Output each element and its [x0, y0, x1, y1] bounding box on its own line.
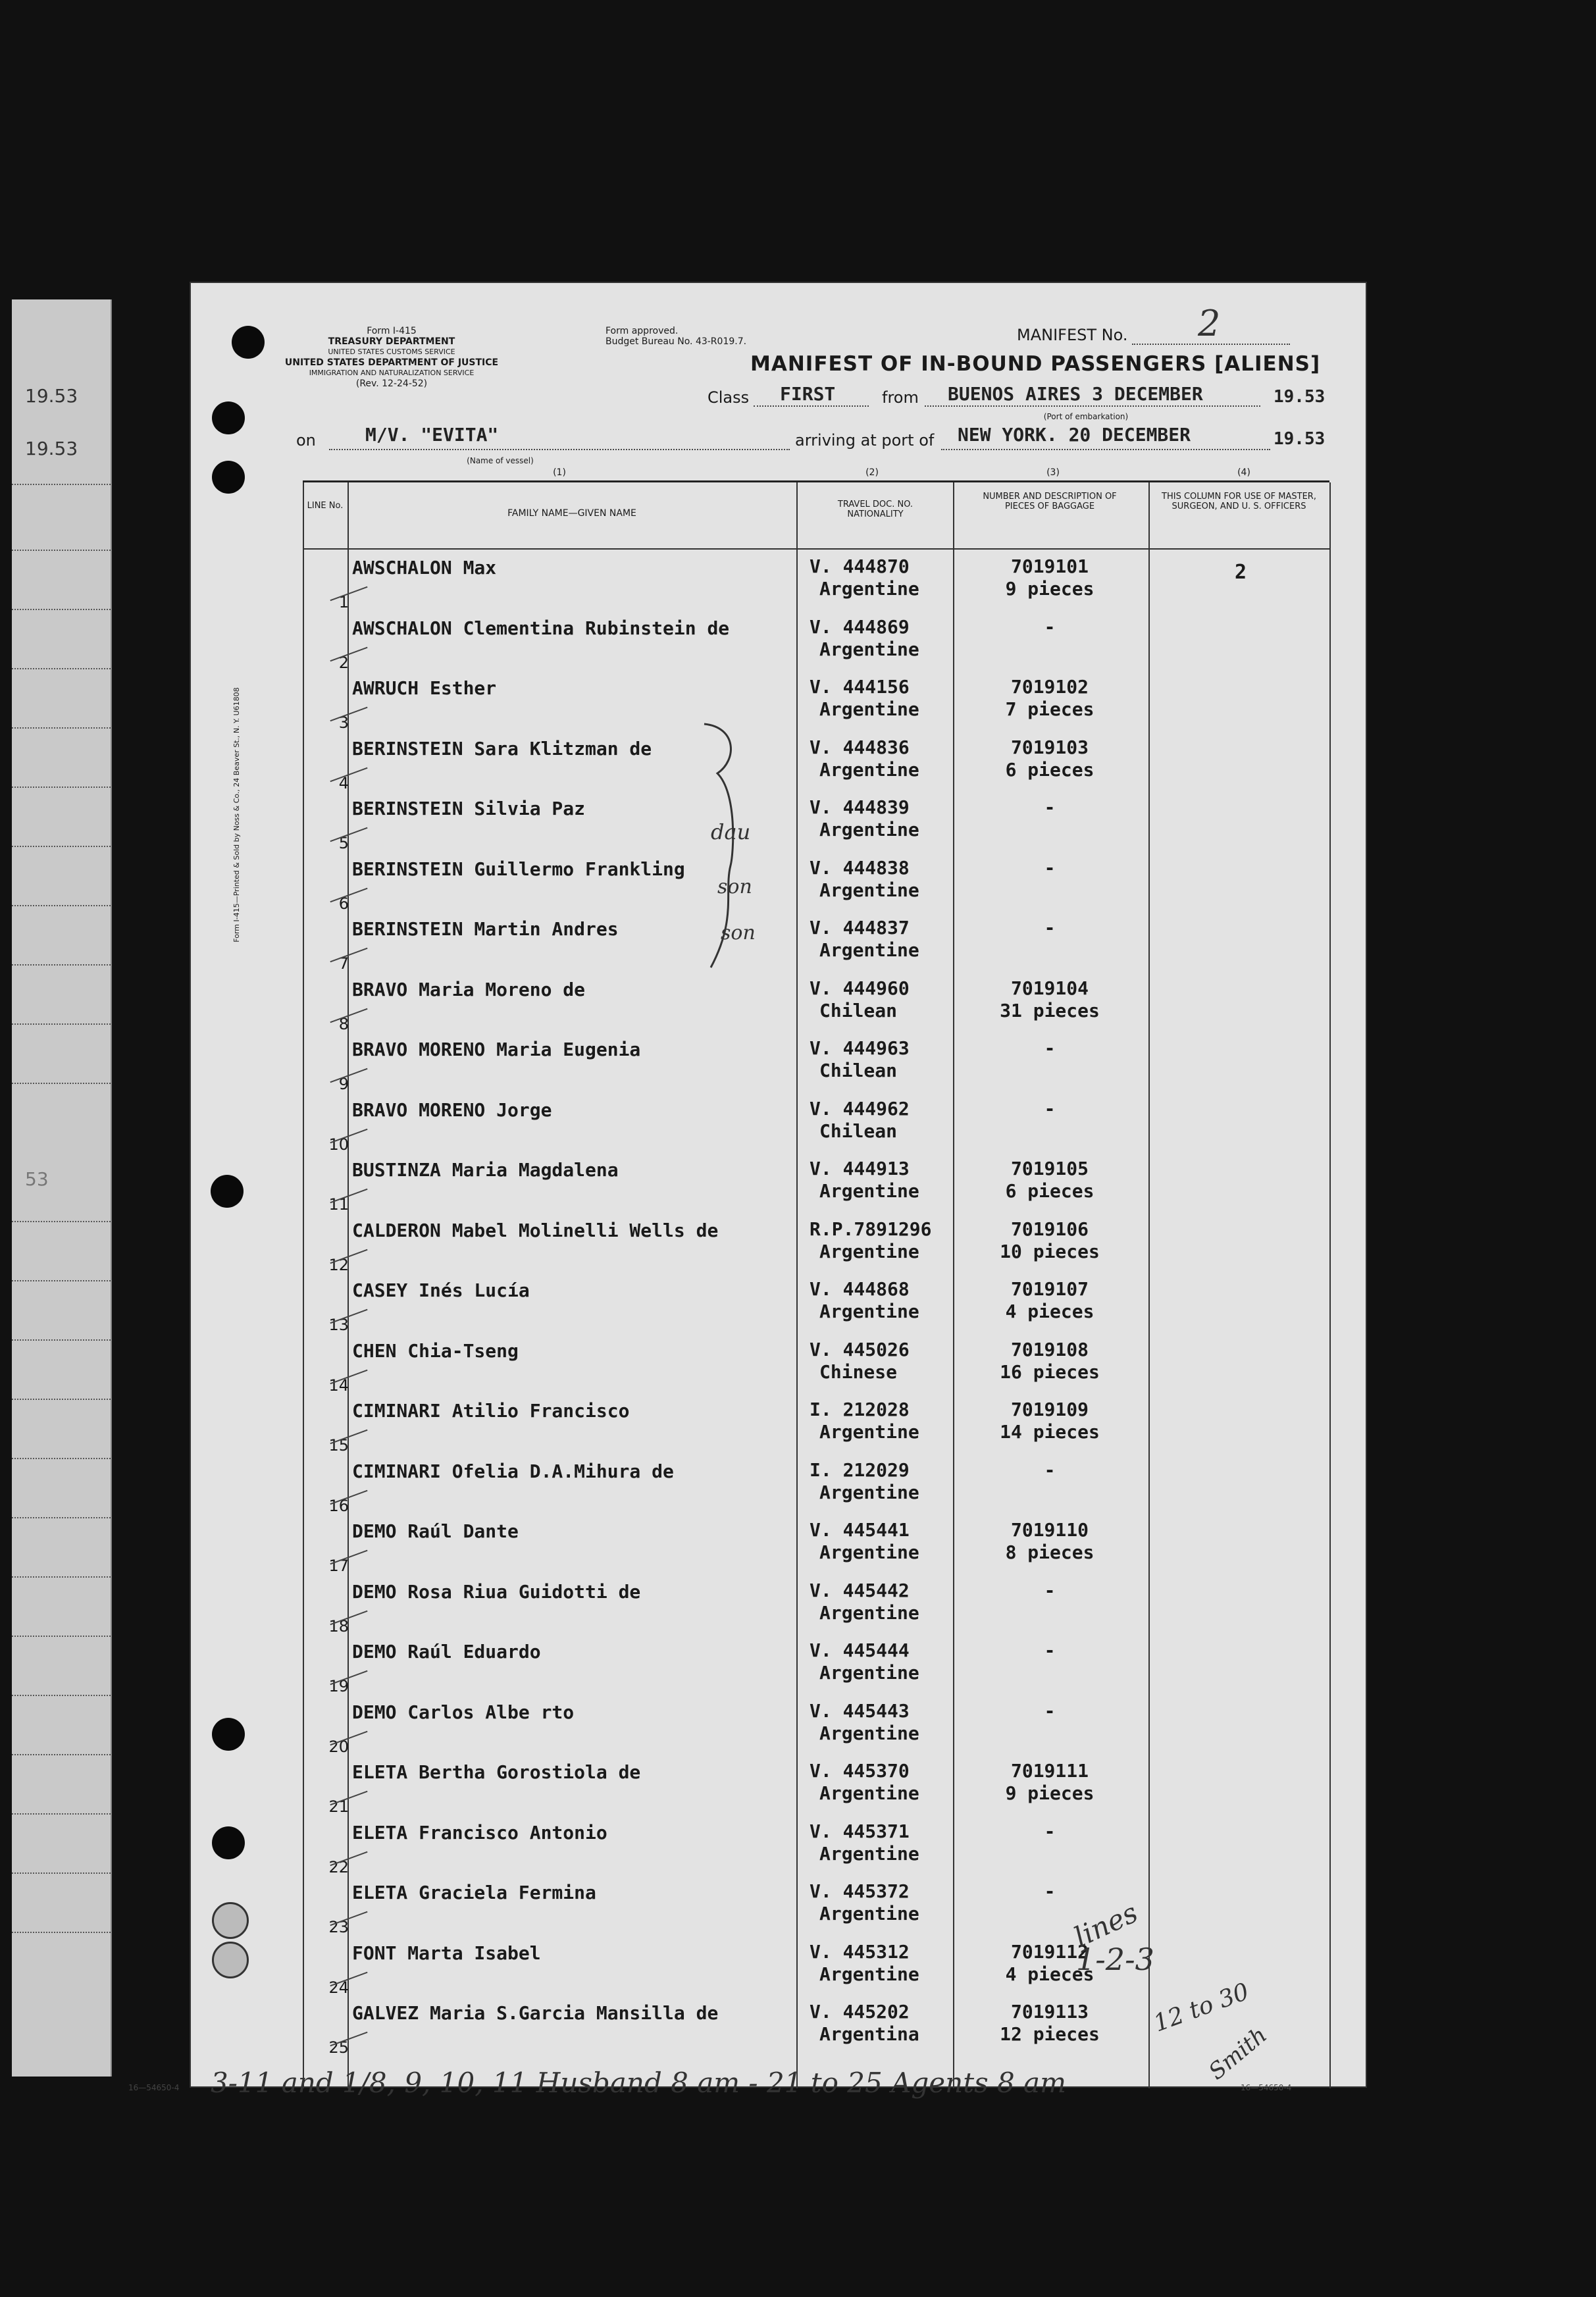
nationality: Argentine: [819, 758, 919, 781]
port-embarkation-caption: (Port of embarkation): [1043, 412, 1129, 421]
passenger-name: ELETA Francisco Antonio: [352, 1821, 607, 1844]
nationality: Argentine: [819, 939, 919, 961]
line-number: 11: [328, 1195, 349, 1214]
line-number: 8: [338, 1014, 349, 1033]
baggage-number: 7019103: [1010, 736, 1089, 758]
col-header-line: LINE No.: [307, 501, 344, 511]
baggage-pieces: 12 pieces: [1000, 2023, 1100, 2045]
class-label: Class: [708, 388, 750, 407]
travel-doc-number: V. 445442: [810, 1579, 910, 1601]
adjacent-page-fragment: [12, 299, 112, 2077]
line-number: 23: [328, 1918, 349, 1936]
line-number: 18: [328, 1616, 349, 1636]
nationality: Chilean: [819, 999, 898, 1021]
line-number: 9: [338, 1075, 349, 1093]
punch-hole: [212, 401, 245, 434]
table-row: [303, 552, 1329, 613]
nationality: Chinese: [819, 1360, 898, 1383]
arriving-label: arriving at port of: [795, 431, 935, 450]
form-revision: (Rev. 12-24-52): [355, 378, 428, 389]
baggage-number: -: [1044, 1579, 1056, 1601]
footer-form-number-right: 16—54650-4: [1241, 2083, 1292, 2092]
baggage-pieces: 31 pieces: [1000, 999, 1100, 1021]
manifest-number: 2: [1198, 303, 1221, 344]
nationality: Argentine: [819, 1662, 919, 1684]
port-of-embarkation: BUENOS AIRES 3 DECEMBER: [948, 383, 1203, 405]
adjacent-margin-mark: 53: [25, 1168, 49, 1190]
baggage-number: -: [1044, 856, 1056, 879]
handwritten-son-1: son: [717, 875, 752, 898]
travel-doc-number: V. 445202: [810, 2001, 910, 2023]
baggage-number: 7019102: [1010, 676, 1089, 698]
baggage-number: 7019104: [1010, 977, 1089, 999]
table-row: [303, 733, 1329, 794]
vessel-name: M/V. "EVITA": [365, 424, 499, 446]
line-number: 3: [338, 713, 349, 732]
handwritten-son-2: son: [721, 921, 756, 944]
line-number: 10: [328, 1135, 349, 1154]
travel-doc-number: V. 445370: [810, 1760, 910, 1782]
table-row: [303, 913, 1329, 974]
travel-doc-number: V. 444839: [810, 796, 910, 818]
approved-text: Form approved.: [605, 326, 679, 336]
passenger-name: GALVEZ Maria S.Garcia Mansilla de: [352, 2002, 719, 2024]
on-label: on: [296, 431, 316, 450]
table-row: [303, 612, 1329, 673]
baggage-number: -: [1044, 1880, 1056, 1902]
baggage-number: 7019107: [1010, 1278, 1089, 1300]
passenger-name: FONT Marta Isabel: [352, 1942, 541, 1964]
line-number: 5: [338, 834, 349, 852]
handwritten-lines: lines: [1069, 1896, 1143, 1953]
baggage-number: -: [1044, 796, 1056, 818]
passenger-name: DEMO Raúl Dante: [352, 1520, 519, 1542]
baggage-pieces: 4 pieces: [1005, 1301, 1094, 1322]
table-row: [303, 1033, 1329, 1095]
travel-doc-number: V. 444868: [810, 1278, 910, 1300]
baggage-pieces: 6 pieces: [1005, 758, 1094, 781]
adjacent-year-1: 19.53: [25, 385, 78, 407]
passenger-name: ELETA Bertha Gorostiola de: [352, 1761, 641, 1783]
travel-doc-number: V. 445444: [810, 1639, 910, 1661]
handwritten-dau: dau: [711, 819, 751, 844]
travel-doc-number: V. 445441: [810, 1519, 910, 1541]
line-number: 15: [328, 1436, 349, 1455]
officer-notation: 2: [1234, 561, 1247, 584]
baggage-number: 7019105: [1010, 1158, 1089, 1179]
table-row: [303, 1395, 1329, 1456]
embarkation-year: 19.53: [1274, 387, 1326, 407]
travel-doc-number: V. 444962: [810, 1097, 910, 1120]
passenger-name: ELETA Graciela Fermina: [352, 1882, 596, 1903]
nationality: Argentine: [819, 879, 919, 901]
adjacent-year-2: 19.53: [25, 438, 78, 459]
table-row: [303, 1274, 1329, 1335]
passenger-name: AWRUCH Esther: [352, 677, 497, 699]
table-row: [303, 1817, 1329, 1878]
nationality: Argentine: [819, 1481, 919, 1503]
baggage-pieces: 9 pieces: [1005, 1782, 1094, 1804]
baggage-number: 7019112: [1010, 1940, 1089, 1963]
line-number: 19: [328, 1677, 349, 1695]
footer-form-number-left: 16—54650-4: [128, 2083, 180, 2092]
handwritten-lines-numbers: 1-2-3: [1076, 1942, 1154, 1977]
punch-hole: [211, 1175, 244, 1208]
travel-doc-number: I. 212028: [810, 1399, 910, 1420]
ins-label: IMMIGRATION AND NATURALIZATION SERVICE: [309, 369, 475, 377]
baggage-pieces: 4 pieces: [1005, 1963, 1094, 1985]
nationality: Argentine: [819, 1963, 919, 1985]
passenger-table: [303, 480, 1329, 2088]
baggage-number: 7019113: [1010, 2001, 1089, 2023]
nationality: Argentine: [819, 1722, 919, 1744]
punch-hole: [212, 1942, 249, 1978]
travel-doc-number: V. 444838: [810, 856, 910, 879]
baggage-number: 7019106: [1010, 1218, 1089, 1240]
travel-doc-number: V. 444869: [810, 615, 910, 638]
nationality: Argentine: [819, 1601, 919, 1624]
passenger-name: BRAVO MORENO Maria Eugenia: [352, 1039, 641, 1060]
baggage-number: -: [1044, 1820, 1056, 1842]
punch-hole: [212, 1718, 245, 1751]
baggage-pieces: 6 pieces: [1005, 1180, 1094, 1202]
line-number: 20: [328, 1737, 349, 1756]
nationality: Argentine: [819, 1541, 919, 1563]
passenger-name: CIMINARI Ofelia D.A.Mihura de: [352, 1460, 674, 1482]
baggage-number: 7019109: [1010, 1399, 1089, 1420]
form-approval: [605, 326, 803, 347]
travel-doc-number: V. 445371: [810, 1820, 910, 1842]
passenger-name: BERINSTEIN Martin Andres: [352, 918, 619, 940]
nationality: Chilean: [819, 1120, 898, 1142]
nationality: Argentine: [819, 1842, 919, 1865]
nationality: Chilean: [819, 1060, 898, 1081]
baggage-pieces: 8 pieces: [1005, 1541, 1094, 1563]
justice-dept: UNITED STATES DEPARTMENT OF JUSTICE: [284, 357, 499, 368]
passenger-name: BUSTINZA Maria Magdalena: [352, 1159, 619, 1181]
nationality: Argentine: [819, 1903, 919, 1924]
passenger-name: AWSCHALON Max: [352, 557, 497, 579]
baggage-number: 7019108: [1010, 1338, 1089, 1360]
passenger-name: BRAVO MORENO Jorge: [352, 1098, 552, 1121]
baggage-number: 7019110: [1010, 1519, 1089, 1541]
passenger-name: BERINSTEIN Guillermo Frankling: [352, 858, 685, 880]
side-printer-imprint: Form I-415—Printed & Sold by Noss & Co., 24 Beaver St., N. Y. U61808: [232, 687, 241, 942]
travel-doc-number: V. 445443: [810, 1699, 910, 1722]
baggage-number: -: [1044, 917, 1056, 939]
line-number: 14: [328, 1376, 349, 1395]
baggage-number: -: [1044, 1037, 1056, 1059]
col-header-name: FAMILY NAME—GIVEN NAME: [507, 508, 636, 519]
nationality: Argentine: [819, 1301, 919, 1322]
customs-service: UNITED STATES CUSTOMS SERVICE: [328, 348, 455, 356]
line-number: 25: [328, 2038, 349, 2057]
vessel-caption: (Name of vessel): [467, 456, 534, 465]
line-number: 24: [328, 1978, 349, 1997]
baggage-pieces: 9 pieces: [1005, 578, 1094, 600]
line-number: 4: [338, 773, 349, 792]
nationality: Argentina: [819, 2023, 919, 2045]
table-row: [303, 1214, 1329, 1276]
baggage-number: -: [1044, 1458, 1056, 1481]
table-row: [303, 1876, 1329, 1938]
table-row: [303, 1455, 1329, 1516]
nationality: Argentine: [819, 1421, 919, 1443]
baggage-number: -: [1044, 1639, 1056, 1661]
nationality: Argentine: [819, 1180, 919, 1202]
passenger-name: BERINSTEIN Silvia Paz: [352, 798, 586, 819]
table-row: [303, 1937, 1329, 1998]
budget-bureau-text: Budget Bureau No. 43-R019.7.: [605, 336, 747, 347]
travel-doc-number: I. 212029: [810, 1458, 910, 1481]
travel-doc-number: V. 444963: [810, 1037, 910, 1059]
line-number: 1: [338, 593, 349, 611]
baggage-number: -: [1044, 615, 1056, 638]
treasury-dept: TREASURY DEPARTMENT: [328, 336, 455, 347]
line-number: 17: [328, 1557, 349, 1575]
nationality: Argentine: [819, 698, 919, 720]
passenger-name: CIMINARI Atilio Francisco: [352, 1400, 630, 1422]
nationality: Argentine: [819, 578, 919, 600]
table-row: [303, 853, 1329, 914]
manifest-document: [128, 283, 1366, 2099]
line-number: 7: [338, 954, 349, 973]
travel-doc-number: V. 445312: [810, 1940, 910, 1963]
line-number: 13: [328, 1316, 349, 1334]
col-num-4: (4): [1237, 467, 1250, 478]
travel-doc-number: V. 445372: [810, 1880, 910, 1902]
table-row: [303, 1154, 1329, 1215]
passenger-name: CALDERON Mabel Molinelli Wells de: [352, 1219, 719, 1241]
travel-doc-number: V. 444960: [810, 977, 910, 999]
col-header-officers: THIS COLUMN FOR USE OF MASTER, SURGEON, AND U. S. OFFICERS: [1162, 492, 1316, 511]
col-num-1: (1): [553, 467, 566, 478]
travel-doc-number: V. 444837: [810, 917, 910, 939]
passenger-name: BERINSTEIN Sara Klitzman de: [352, 737, 652, 760]
line-number: 22: [328, 1857, 349, 1876]
line-number: 2: [338, 653, 349, 672]
travel-doc-number: V. 444870: [810, 555, 910, 577]
form-id: Form I-415: [367, 326, 417, 336]
form-header-left: [283, 326, 500, 389]
travel-doc-number: V. 444836: [810, 736, 910, 758]
handwritten-range: 12 to 30: [1150, 1978, 1253, 2038]
baggage-pieces: 10 pieces: [1000, 1240, 1100, 1262]
punch-hole: [212, 461, 245, 494]
travel-doc-number: V. 445026: [810, 1338, 910, 1360]
passenger-name: BRAVO Maria Moreno de: [352, 978, 586, 1000]
nationality: Argentine: [819, 819, 919, 840]
passenger-name: DEMO Rosa Riua Guidotti de: [352, 1580, 641, 1603]
passenger-name: DEMO Raúl Eduardo: [352, 1641, 541, 1663]
passenger-name: CHEN Chia-Tseng: [352, 1339, 519, 1362]
arrival-year: 19.53: [1274, 429, 1326, 449]
travel-doc-number: V. 444913: [810, 1158, 910, 1179]
punch-hole: [212, 1902, 249, 1939]
table-row: [303, 1094, 1329, 1155]
table-row: [303, 973, 1329, 1035]
table-row: [303, 1335, 1329, 1396]
table-row: [303, 1696, 1329, 1757]
line-number: 6: [338, 894, 349, 913]
nationality: Argentine: [819, 638, 919, 660]
punch-hole: [232, 326, 265, 359]
baggage-number: 7019101: [1010, 555, 1089, 577]
passenger-name: CASEY Inés Lucía: [352, 1279, 530, 1301]
punch-hole: [212, 1826, 245, 1859]
manifest-number-label: MANIFEST No.: [1017, 326, 1128, 344]
travel-doc-number: V. 444156: [810, 676, 910, 698]
travel-doc-number: R.P.7891296: [810, 1218, 932, 1240]
table-row: [303, 1515, 1329, 1576]
arrival-port: NEW YORK. 20 DECEMBER: [958, 424, 1191, 446]
baggage-number: -: [1044, 1097, 1056, 1120]
baggage-pieces: 7 pieces: [1005, 698, 1094, 720]
col-num-2: (2): [865, 467, 879, 478]
class-value: FIRST: [780, 383, 836, 405]
table-row: [303, 1576, 1329, 1637]
col-header-baggage: NUMBER AND DESCRIPTION OF PIECES OF BAGGAGE: [983, 492, 1117, 511]
baggage-number: 7019111: [1010, 1760, 1089, 1782]
table-row: [303, 792, 1329, 854]
nationality: Argentine: [819, 1782, 919, 1804]
manifest-title: MANIFEST OF IN-BOUND PASSENGERS [ALIENS]: [750, 352, 1321, 376]
table-row: [303, 672, 1329, 733]
handwritten-bottom-note: 3-11 and 1/8, 9, 10, 11 Husband 8 am - 21 to 25 Agents 8 am: [211, 2067, 1066, 2099]
line-number: 21: [328, 1797, 349, 1816]
table-row: [303, 1756, 1329, 1817]
baggage-pieces: 16 pieces: [1000, 1360, 1100, 1383]
nationality: Argentine: [819, 1240, 919, 1262]
col-header-doc: TRAVEL DOC. NO. NATIONALITY: [837, 500, 914, 519]
handwritten-right-note: Smith: [1204, 2021, 1272, 2086]
baggage-pieces: 14 pieces: [1000, 1421, 1100, 1443]
passenger-name: AWSCHALON Clementina Rubinstein de: [352, 617, 730, 639]
table-row: [303, 1636, 1329, 1697]
from-label: from: [882, 388, 919, 407]
passenger-name: DEMO Carlos Albe rto: [352, 1701, 575, 1723]
col-num-3: (3): [1046, 467, 1060, 478]
baggage-number: -: [1044, 1699, 1056, 1722]
line-number: 16: [328, 1496, 349, 1515]
line-number: 12: [328, 1255, 349, 1274]
